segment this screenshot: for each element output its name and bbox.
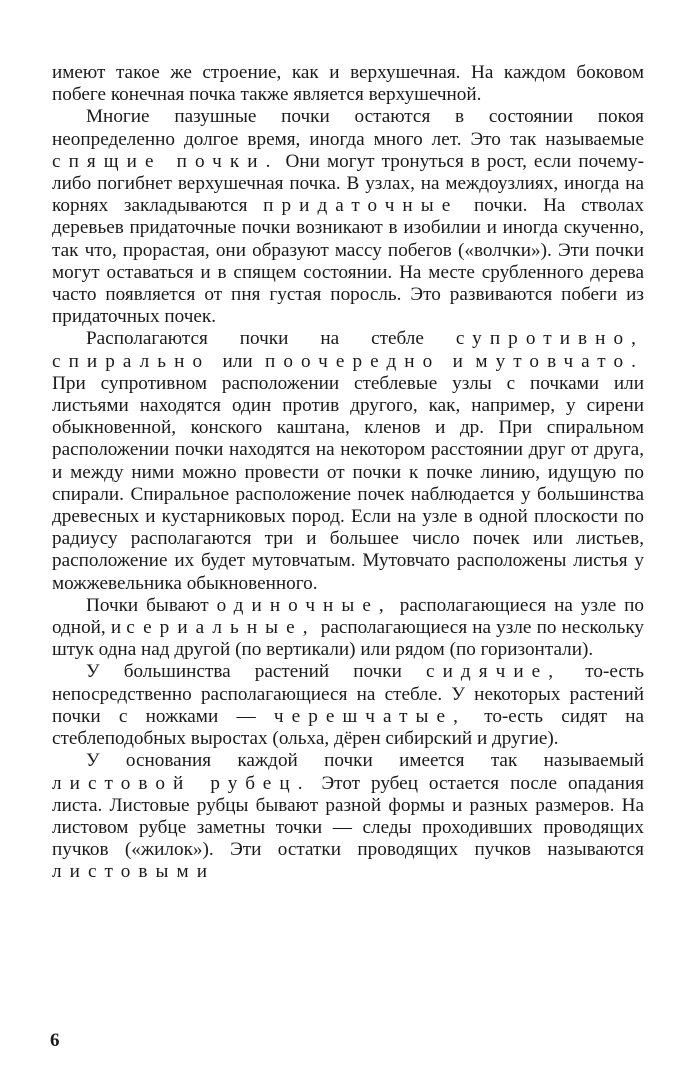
spaced-term: придаточные bbox=[263, 195, 459, 217]
text-run: Почки бывают bbox=[86, 594, 217, 616]
page-number: 6 bbox=[50, 1030, 60, 1051]
paragraph-4 bbox=[52, 595, 644, 662]
text-run: имеют такое же строение, как и верхушечная. На каждом боковом побеге конечная почка также является верхушечной. bbox=[52, 62, 644, 106]
text-run: то-есть непосредственно располагающиеся на стебле. У некоторых растений почки с ножками — bbox=[52, 661, 644, 727]
text-run: У основания каждой почки имеется так называемый bbox=[86, 750, 644, 772]
spaced-term: листовыми bbox=[52, 861, 216, 883]
spaced-term: супротивно, спирально bbox=[52, 328, 644, 372]
spaced-term: сериальные, bbox=[126, 617, 316, 639]
spaced-term: одиночные, bbox=[216, 594, 392, 616]
body-text bbox=[52, 62, 644, 884]
text-run: Многие пазушные почки остаются в состоянии покоя неопределенно долгое время, иногда много лет. Это так называемые bbox=[52, 106, 644, 150]
text-run: Этот рубец остается после опадания листа. Листовые рубцы бывают разной формы и разных размеров. На листовом рубце заметны точки — следы проходивших проводящих пучков («жилок»). Эти остатки проводящих пучков называются bbox=[52, 772, 644, 861]
spaced-term: поочередно bbox=[265, 350, 441, 372]
spaced-term: листовой рубец. bbox=[52, 772, 311, 794]
text-run: У большинства растений почки bbox=[86, 661, 426, 683]
text-run: располагающиеся на узле по одной, и bbox=[52, 594, 644, 639]
text-run: то-есть сидят на стеблеподобных выростах (ольха, дёрен сибирский и другие). bbox=[52, 705, 644, 750]
paragraph-6 bbox=[52, 750, 644, 883]
paragraph-5 bbox=[52, 661, 644, 750]
paragraph-3 bbox=[52, 328, 644, 594]
spaced-term: черешчатые, bbox=[273, 705, 466, 727]
text-run: При супротивном расположении стеблевые узлы с почками или листьями находятся один против другого, как, например, у сирени обыкновенной, конского каштана, кленов и др. При спиральном расположении почки находятся на некотором расстоянии друг от друга, и между ними можно провести от почки к почке линию, идущую по спирали. Спиральное расположение почек наблюдается у большинства древесных и кустарниковых пород. Если на узле в одной плоскости по радиусу располагаются три и большее число почек или листьев, расположение их будет мутовчатым. Мутовчато расположены листья у можжевельника обыкновенного. bbox=[52, 372, 644, 594]
paragraph-1 bbox=[52, 62, 644, 106]
text-run: располагающиеся на узле по нескольку штук одна над другой (по вертикали) или рядом (по горизонтали). bbox=[52, 617, 645, 661]
spaced-term: мутовчато. bbox=[475, 350, 644, 372]
text-run: и bbox=[440, 350, 476, 372]
text-run: Располагаются почки на стебле bbox=[86, 328, 456, 350]
paragraph-2 bbox=[52, 106, 644, 328]
spaced-term: сидячие, bbox=[425, 661, 562, 683]
text-run: или bbox=[210, 350, 266, 372]
text-run: почки. На стволах деревьев придаточные почки возникают в изобилии и иногда скученно, так что, прорастая, они образуют массу побегов («волчки»). Эти почки могут оставаться и в спящем состоянии. На месте срубленного дерева часто появляется от пня густая поросль. Это развиваются побеги из придаточных почек. bbox=[52, 195, 644, 328]
text-run: Они могут тронуться в рост, если почему-либо погибнет верхушечная почка. В узлах, на междоузлиях, иногда на корнях закладываются bbox=[52, 150, 644, 217]
spaced-term: спящие почки. bbox=[52, 150, 279, 172]
